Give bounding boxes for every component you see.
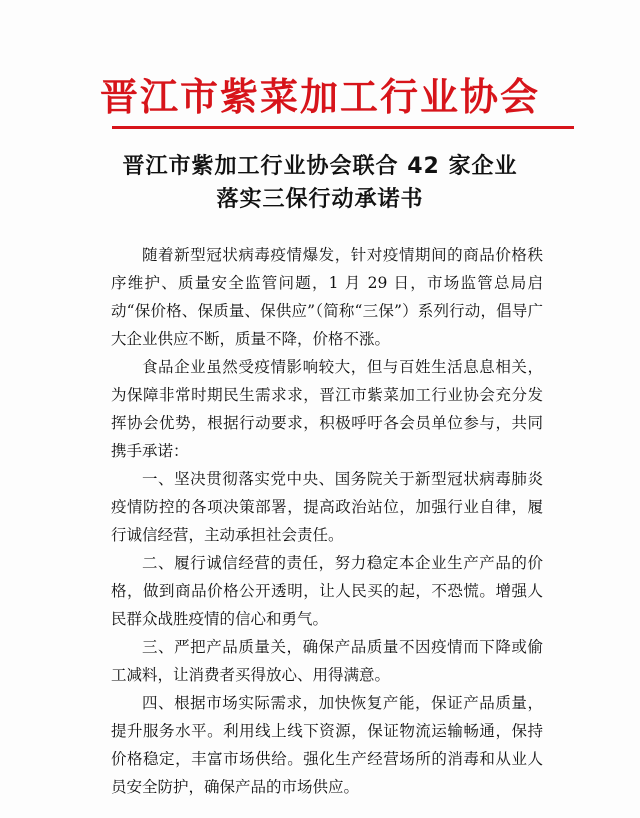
- masthead-rule: [112, 126, 574, 129]
- paragraph: 随着新型冠状病毒疫情爆发，针对疫情期间的商品价格秩序维护、质量安全监管问题，1 月 29 日，市场监管总局启动“保价格、保质量、保供应”（简称“三保”）系列行动，倡导广大企业供应不断，质量不降，价格不涨。: [111, 246, 543, 348]
- title-line-2: 落实三保行动承诺书: [216, 187, 424, 212]
- paragraph: 食品企业虽然受疫情影响较大，但与百姓生活息息相关，为保障非常时期民生需求求，晋江市紫菜加工行业协会充分发挥协会优势，根据行动要求，积极呼吁各会员单位参与，共同携手承诺：: [111, 358, 543, 460]
- title-line-1: 晋江市紫加工行业协会联合 42 家企业: [122, 154, 518, 179]
- masthead-org-name: 晋江市紫菜加工行业协会: [99, 75, 540, 119]
- paragraph: 三、严把产品质量关，确保产品质量不因疫情而下降或偷工减料，让消费者买得放心、用得满意。: [111, 638, 543, 684]
- paragraph: 二、履行诚信经营的责任，努力稳定本企业生产产品的价格，做到商品价格公开透明，让人民买的起，不恐慌。增强人民群众战胜疫情的信心和勇气。: [111, 554, 543, 628]
- paragraph: 一、坚决贯彻落实党中央、国务院关于新型冠状病毒肺炎疫情防控的各项决策部署，提高政治站位，加强行业自律，履行诚信经营，主动承担社会责任。: [111, 470, 543, 544]
- document-title: [0, 150, 640, 216]
- document-body: [111, 241, 543, 801]
- paragraph: 四、根据市场实际需求，加快恢复产能，保证产品质量，提升服务水平。利用线上线下资源，保证物流运输畅通，保持价格稳定，丰富市场供给。强化生产经营场所的消毒和从业人员安全防护，确保产品的市场供应。: [111, 694, 543, 796]
